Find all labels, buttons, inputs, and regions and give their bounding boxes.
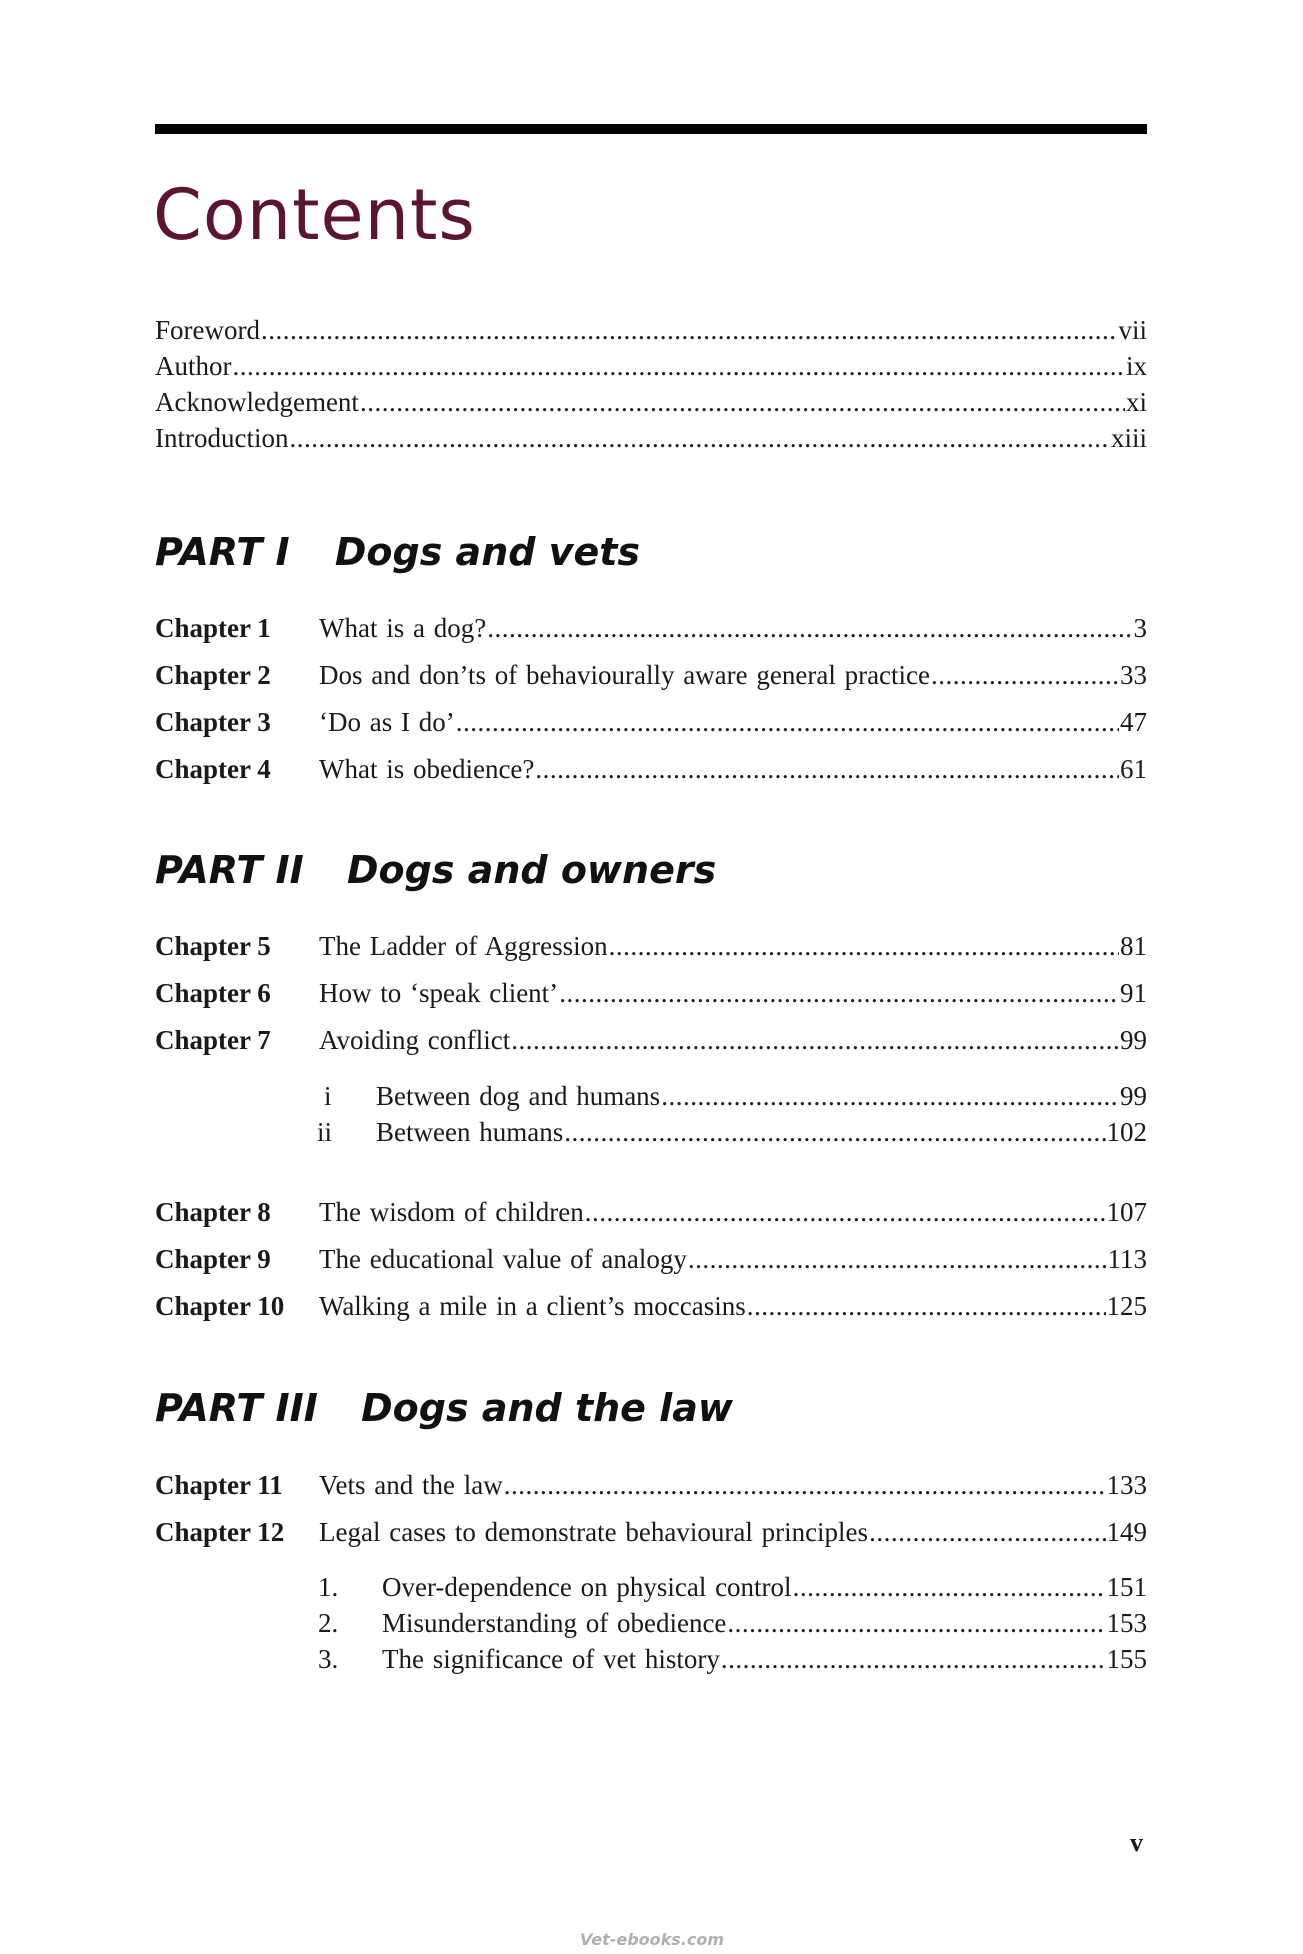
chapter-page: 81 (1120, 931, 1147, 961)
chapter-label: Chapter 8 (155, 1197, 271, 1227)
front-matter-list (155, 312, 1147, 456)
chapter-page: 61 (1120, 754, 1147, 784)
chapter-label: Chapter 4 (155, 754, 271, 784)
chapter-title: Vets and the law (319, 1470, 503, 1500)
toc-entry-foreword[interactable] (155, 312, 1147, 348)
dot-leader (869, 1509, 1105, 1556)
dot-leader (747, 1283, 1106, 1330)
chapter-title: What is a dog? (319, 613, 487, 643)
entry-label: Introduction (155, 423, 289, 453)
toc-subentry-12-2[interactable] (155, 1605, 1147, 1641)
dot-leader (535, 746, 1119, 793)
chapter-title: Walking a mile in a client’s moccasins (319, 1291, 746, 1321)
part-1-chapters (155, 605, 1147, 793)
chapter-page: 3 (1133, 613, 1147, 643)
section-number: 3. (318, 1644, 339, 1674)
dot-leader (585, 1189, 1106, 1236)
entry-label: Acknowledgement (155, 387, 359, 417)
chapter-title: Legal cases to demonstrate behavioural principles (319, 1517, 869, 1547)
entry-page: xiii (1110, 423, 1147, 453)
chapter-page: 113 (1107, 1244, 1147, 1274)
section-page: 102 (1106, 1117, 1147, 1147)
toc-entry-chapter-12[interactable] (155, 1509, 1147, 1556)
section-number: i (324, 1081, 332, 1111)
section-page: 151 (1106, 1572, 1147, 1602)
chapter-label: Chapter 9 (155, 1244, 271, 1274)
dot-leader (360, 384, 1125, 420)
dot-leader (511, 1017, 1119, 1064)
dot-leader (793, 1569, 1106, 1605)
chapter-label: Chapter 11 (155, 1470, 283, 1500)
section-page: 99 (1120, 1081, 1147, 1111)
chapter-title: How to ‘speak client’ (319, 978, 559, 1008)
section-title: Misunderstanding of obedience (382, 1608, 727, 1638)
toc-entry-author[interactable] (155, 348, 1147, 384)
part-name: Dogs and owners (347, 848, 717, 892)
chapter-label: Chapter 10 (155, 1291, 285, 1321)
toc-entry-chapter-10[interactable] (155, 1283, 1147, 1330)
entry-page: xi (1125, 387, 1147, 417)
chapter-7-sections (155, 1078, 1147, 1150)
dot-leader (564, 1114, 1105, 1150)
dot-leader (727, 1605, 1105, 1641)
toc-entry-introduction[interactable] (155, 420, 1147, 456)
section-title: The significance of vet history (382, 1644, 720, 1674)
chapter-label: Chapter 5 (155, 931, 271, 961)
section-title: Over-dependence on physical control (382, 1572, 792, 1602)
section-number: 2. (318, 1608, 339, 1638)
chapter-page: 149 (1106, 1517, 1147, 1547)
chapter-label: Chapter 2 (155, 660, 271, 690)
toc-entry-chapter-9[interactable] (155, 1236, 1147, 1283)
chapter-label: Chapter 7 (155, 1025, 271, 1055)
dot-leader (487, 605, 1132, 652)
entry-label: Author (155, 351, 232, 381)
toc-entry-chapter-3[interactable] (155, 699, 1147, 746)
chapter-page: 107 (1106, 1197, 1147, 1227)
dot-leader (661, 1078, 1119, 1114)
dot-leader (233, 348, 1125, 384)
chapter-page: 91 (1120, 978, 1147, 1008)
dot-leader (504, 1462, 1106, 1509)
part-2-chapters-continued (155, 1189, 1147, 1330)
toc-entry-chapter-8[interactable] (155, 1189, 1147, 1236)
part-name: Dogs and vets (334, 530, 641, 574)
chapter-title: ‘Do as I do’ (319, 707, 455, 737)
dot-leader (721, 1641, 1106, 1677)
chapter-title: The Ladder of Aggression (319, 931, 608, 961)
entry-page: vii (1118, 315, 1147, 345)
chapter-page: 99 (1120, 1025, 1147, 1055)
dot-leader (931, 652, 1119, 699)
chapter-title: Avoiding conflict (319, 1025, 511, 1055)
chapter-label: Chapter 1 (155, 613, 271, 643)
dot-leader (688, 1236, 1107, 1283)
toc-subentry-7-i[interactable] (155, 1078, 1147, 1114)
part-heading-1 (155, 530, 641, 574)
chapter-page: 133 (1106, 1470, 1147, 1500)
entry-label: Foreword (155, 315, 260, 345)
chapter-title: The educational value of analogy (319, 1244, 687, 1274)
watermark: Vet-ebooks.com (580, 1930, 725, 1949)
chapter-12-sections (155, 1569, 1147, 1677)
part-label: PART III (155, 1386, 318, 1430)
chapter-title: Dos and don’ts of behaviourally aware general practice (319, 660, 931, 690)
part-heading-3 (155, 1386, 733, 1430)
part-name: Dogs and the law (361, 1386, 733, 1430)
page-number: v (1130, 1828, 1143, 1857)
top-rule (155, 124, 1147, 134)
chapter-label: Chapter 6 (155, 978, 271, 1008)
chapter-page: 125 (1106, 1291, 1147, 1321)
chapter-page: 47 (1120, 707, 1147, 737)
toc-entry-chapter-7[interactable] (155, 1017, 1147, 1064)
dot-leader (289, 420, 1110, 456)
toc-entry-chapter-6[interactable] (155, 970, 1147, 1017)
toc-subentry-12-1[interactable] (155, 1569, 1147, 1605)
part-2-chapters (155, 923, 1147, 1064)
chapter-page: 33 (1120, 660, 1147, 690)
part-label: PART II (155, 848, 304, 892)
chapter-title: The wisdom of children (319, 1197, 584, 1227)
chapter-label: Chapter 3 (155, 707, 271, 737)
section-number: ii (317, 1117, 333, 1147)
part-heading-2 (155, 848, 717, 892)
part-3-chapters (155, 1462, 1147, 1556)
chapter-title: What is obedience? (319, 754, 535, 784)
toc-entry-chapter-4[interactable] (155, 746, 1147, 793)
toc-entry-chapter-1[interactable] (155, 605, 1147, 652)
toc-entry-chapter-2[interactable] (155, 652, 1147, 699)
section-page: 153 (1106, 1608, 1147, 1638)
part-label: PART I (155, 530, 290, 574)
toc-entry-chapter-11[interactable] (155, 1462, 1147, 1509)
chapter-label: Chapter 12 (155, 1517, 285, 1547)
section-number: 1. (318, 1572, 339, 1602)
entry-page: ix (1125, 351, 1147, 381)
dot-leader (456, 699, 1119, 746)
dot-leader (559, 970, 1119, 1017)
toc-subentry-12-3[interactable] (155, 1641, 1147, 1677)
toc-entry-acknowledgement[interactable] (155, 384, 1147, 420)
dot-leader (261, 312, 1118, 348)
section-title: Between humans (376, 1117, 564, 1147)
page-title: Contents (153, 174, 476, 256)
dot-leader (609, 923, 1119, 970)
section-title: Between dog and humans (376, 1081, 661, 1111)
section-page: 155 (1106, 1644, 1147, 1674)
toc-subentry-7-ii[interactable] (155, 1114, 1147, 1150)
toc-entry-chapter-5[interactable] (155, 923, 1147, 970)
